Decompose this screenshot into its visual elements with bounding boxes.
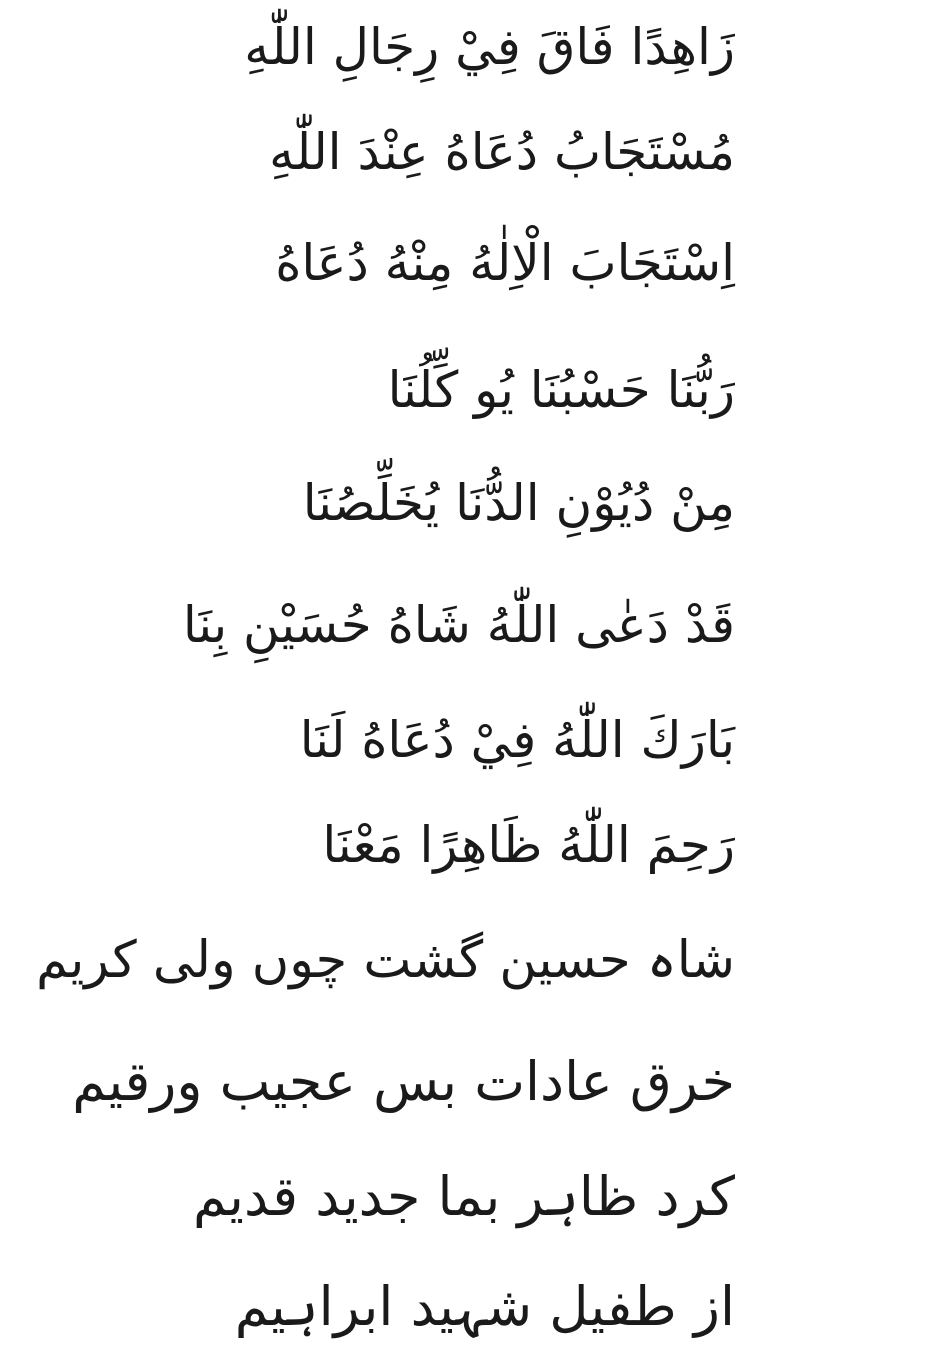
poem-line-2: مُسْتَجَابُ دُعَاهُ عِنْدَ اللّٰهِ (269, 123, 735, 181)
poem-line-6: قَدْ دَعٰى اللّٰهُ شَاهُ حُسَيْنِ بِنَا (182, 596, 735, 654)
poem-line-7: بَارَكَ اللّٰهُ فِيْ دُعَاهُ لَنَا (299, 711, 735, 769)
poem-line-8: رَحِمَ اللّٰهُ ظَاهِرًا مَعْنَا (322, 816, 735, 874)
poem-line-1: زَاهِدًا فَاقَ فِيْ رِجَالِ اللّٰهِ (244, 18, 735, 76)
poem-line-10: خرق عادات بس عجیب ورقیم (72, 1050, 735, 1113)
poem-line-5: مِنْ دُيُوْنِ الدُّنَا يُخَلِّصُنَا (302, 474, 735, 532)
poem-line-3: اِسْتَجَابَ الْاِلٰهُ مِنْهُ دُعَاهُ (275, 234, 735, 292)
poem-line-4: رَبُّنَا حَسْبُنَا يُو كِّلُنَا (387, 361, 735, 419)
poem-line-9: شاہ حسین گشت چوں ولی کریم (36, 931, 735, 990)
poem-line-12: از طفیل شہید ابراہیم (234, 1275, 735, 1338)
poem-line-11: کرد ظاہر بما جدید قدیم (192, 1165, 735, 1228)
